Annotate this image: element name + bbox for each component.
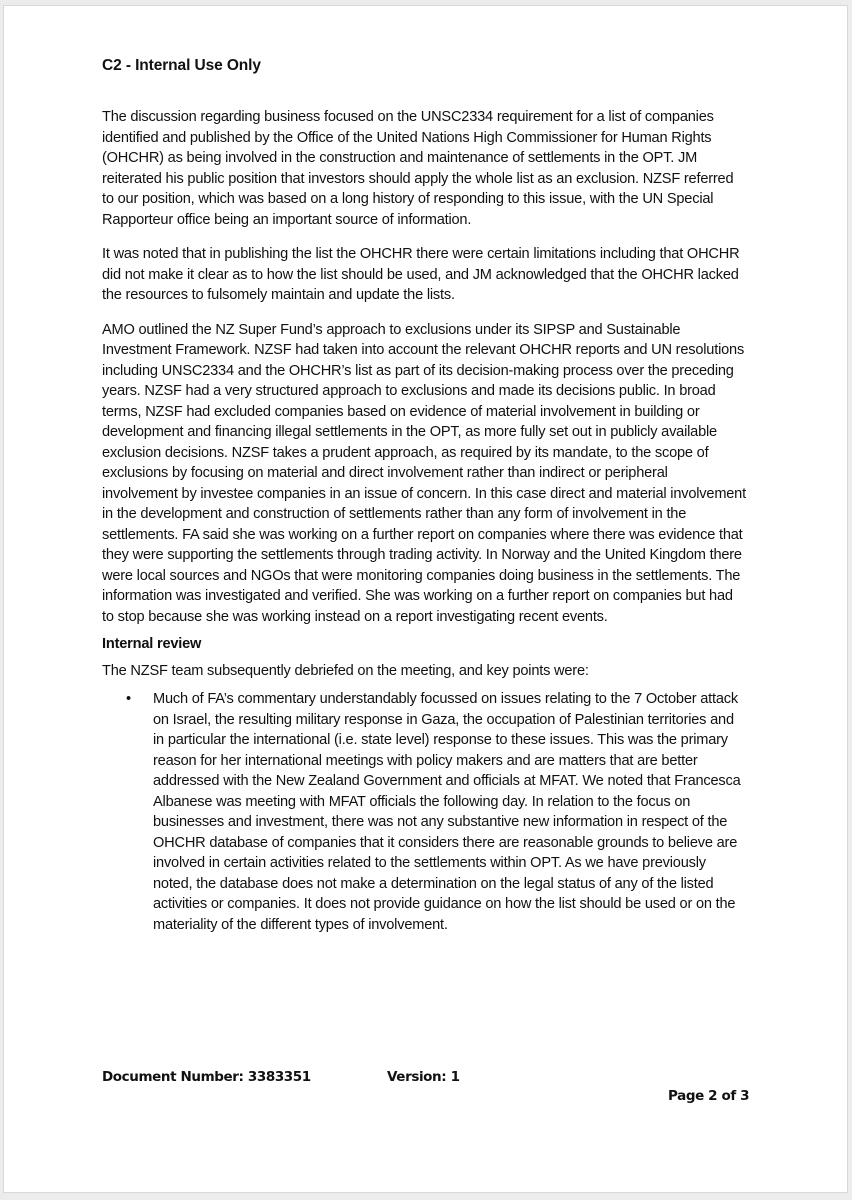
body-paragraph: The discussion regarding business focused on the UNSC2334 requirement for a list of companies identified and published by the Office of the United Nations High Commissioner for Human Rights (OHCHR) as being involved in the construction and maintenance of settlements in the OPT. JM reiterated his public position that investors should apply the whole list as an exclusion. NZSF referred to our position, which was based on a long history of responding to this issue, with the UN Special Rapporteur office being an important source of information.: [102, 109, 734, 228]
body-paragraph: It was noted that in publishing the list the OHCHR there were certain limitations including that OHCHR did not make it clear as to how the list should be used, and JM acknowledged that the OHCHR lacked the resources to fulsomely maintain and update the lists.: [102, 246, 740, 303]
body-paragraph: AMO outlined the NZ Super Fund’s approach to exclusions under its SIPSP and Sustainable Investment Framework. NZSF had taken into account the relevant OHCHR reports and UN resolutions including UNSC2334 and the OHCHR’s list as part of its decision-making process over the preceding years. NZSF had a very structured approach to exclusions and made its decisions public. In broad terms, NZSF had excluded companies based on evidence of material involvement in building or development and financing illegal settlements in the OPT, as more fully set out in publicly available exclusion decisions. NZSF takes a prudent approach, as required by its mandate, to the scope of exclusions by focusing on material and direct involvement rather than indirect or peripheral involvement by investee companies in an issue of concern. In this case direct and material involvement in the development and construction of settlements rather than any form of involvement in the settlements. FA said she was working on a further report on companies where there was evidence that they were supporting the settlements through trading activity. In Norway and the United Kingdom there were local sources and NGOs that were monitoring companies doing business in the settlements. The information was investigated and verified. She was working on a further report on companies but had to stop because she was working instead on a report investigating recent events.: [102, 321, 746, 625]
body-paragraph: The NZSF team subsequently debriefed on the meeting, and key points were:: [102, 662, 589, 679]
page-number: Page 2 of 3: [668, 1088, 750, 1104]
list-item: [102, 689, 747, 935]
list-item-text: Much of FA’s commentary understandably focussed on issues relating to the 7 October attack on Israel, the resulting military response in Gaza, the occupation of Palestinian territories and in particular the international (i.e. state level) response to these issues. This was the primary reason for her international meetings with policy makers and are matters that are better addressed with the New Zealand Government and officials at MFAT. We noted that Francesca Albanese was meeting with MFAT officials the following day. In relation to the focus on businesses and investment, there was not any substantive new information in respect of the OHCHR database of companies that it considers there are reasonable grounds to believe are involved in certain activities related to the settlements within OPT. As we have previously noted, the database does not make a determination on the legal status of any of the listed activities or companies. It does not provide guidance on how the list should be used or on the materiality of the different types of involvement.: [153, 691, 741, 933]
document-body: [102, 107, 747, 935]
bullet-list: [102, 689, 747, 935]
document-page: [3, 5, 848, 1193]
document-version: Version: 1: [387, 1069, 460, 1085]
classification-label: C2 - Internal Use Only: [102, 57, 261, 74]
section-heading: Internal review: [102, 636, 202, 652]
bullet-icon: •: [126, 691, 131, 707]
document-number: Document Number: 3383351: [102, 1069, 311, 1085]
